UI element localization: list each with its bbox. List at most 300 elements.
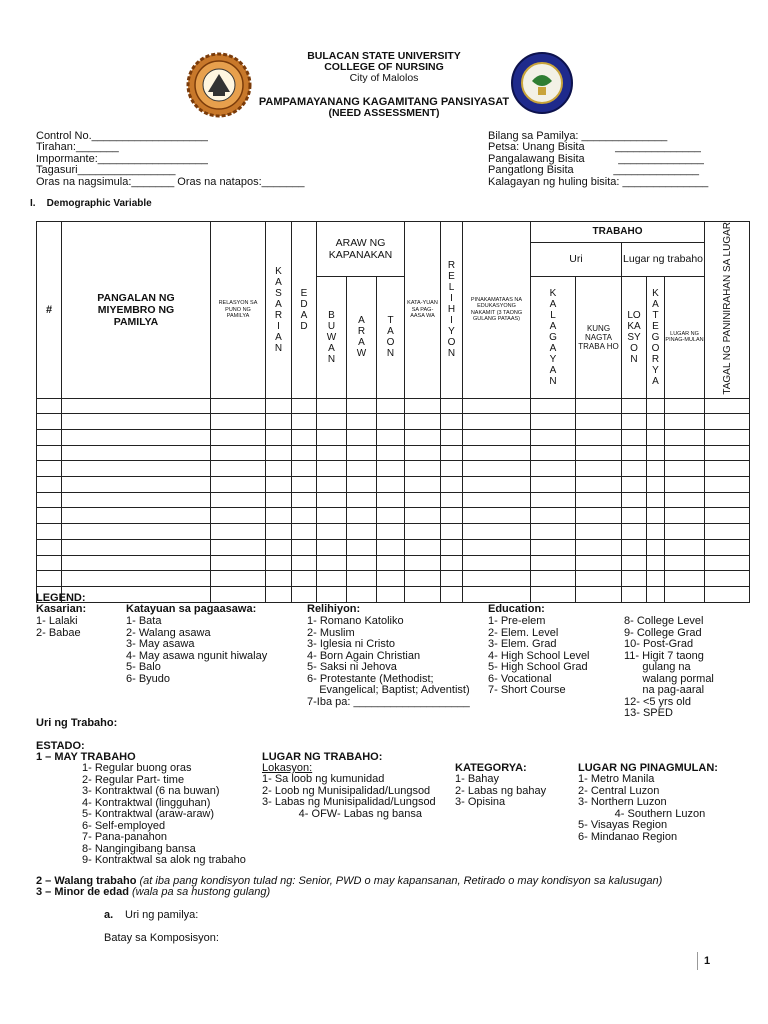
table-cell[interactable] — [647, 414, 665, 430]
col-edukasyon-header: PINAKAMATAAS NA EDUKASYONG NAKAMIT (3 TAONG GULANG PATAAS) — [463, 222, 531, 399]
kategorya-letter: O — [651, 342, 660, 354]
table-cell[interactable] — [665, 492, 705, 508]
table-cell[interactable] — [292, 539, 317, 555]
table-cell[interactable] — [62, 414, 211, 430]
table-cell[interactable] — [37, 461, 62, 477]
table-cell[interactable] — [37, 508, 62, 524]
araw-kapanakan-header: ARAW NG KAPANAKAN — [317, 222, 405, 277]
list-item: 4- OFW- Labas ng bansa — [262, 807, 422, 820]
oras-field[interactable]: Oras na nagsimula:_______ Oras na natapos:_______ — [36, 176, 305, 188]
table-cell[interactable] — [647, 555, 665, 571]
table-cell[interactable] — [405, 508, 441, 524]
table-cell[interactable] — [531, 524, 576, 540]
table-cell[interactable] — [705, 555, 750, 571]
kategorya-list — [455, 774, 546, 809]
table-cell[interactable] — [463, 492, 531, 508]
table-cell[interactable] — [405, 430, 441, 446]
table-cell[interactable] — [292, 445, 317, 461]
table-cell[interactable] — [705, 508, 750, 524]
table-cell[interactable] — [622, 461, 647, 477]
list-item: 4- High School Level — [488, 649, 590, 662]
table-cell[interactable] — [377, 398, 405, 414]
buwan-letter: W — [326, 331, 337, 343]
list-item: 2- Regular Part- time — [82, 773, 185, 786]
table-cell[interactable] — [211, 461, 266, 477]
table-cell[interactable] — [441, 398, 463, 414]
list-item: 1- Regular buong oras — [82, 762, 192, 774]
list-item: 13- SPED — [624, 707, 673, 719]
pangatlong-bisita-field[interactable]: Pangatlong Bisita ______________ — [488, 164, 699, 176]
table-cell[interactable] — [317, 445, 347, 461]
table-cell[interactable] — [292, 477, 317, 493]
table-cell[interactable] — [531, 492, 576, 508]
table-cell[interactable] — [377, 492, 405, 508]
table-cell[interactable] — [622, 571, 647, 587]
table-cell[interactable] — [622, 398, 647, 414]
table-cell[interactable] — [463, 477, 531, 493]
table-cell[interactable] — [347, 445, 377, 461]
taon-letter: O — [386, 337, 395, 349]
table-cell[interactable] — [531, 539, 576, 555]
table-cell[interactable] — [665, 398, 705, 414]
table-cell[interactable] — [317, 524, 347, 540]
table-cell[interactable] — [441, 524, 463, 540]
table-cell[interactable] — [576, 539, 622, 555]
table-cell[interactable] — [317, 492, 347, 508]
table-cell[interactable] — [266, 461, 292, 477]
table-cell[interactable] — [266, 430, 292, 446]
table-cell[interactable] — [531, 445, 576, 461]
table-cell[interactable] — [37, 430, 62, 446]
table-cell[interactable] — [405, 414, 441, 430]
table-cell[interactable] — [211, 571, 266, 587]
table-cell[interactable] — [665, 461, 705, 477]
table-cell[interactable] — [441, 539, 463, 555]
table-cell[interactable] — [317, 586, 347, 602]
table-cell[interactable] — [647, 430, 665, 446]
list-item: 4- Born Again Christian — [307, 649, 421, 662]
table-cell[interactable] — [377, 508, 405, 524]
lokasyon-letter: N — [630, 353, 638, 365]
table-cell[interactable] — [576, 492, 622, 508]
table-cell[interactable] — [576, 477, 622, 493]
col-relihiyon-header — [441, 222, 463, 399]
table-cell[interactable] — [347, 508, 377, 524]
table-cell[interactable] — [665, 508, 705, 524]
table-cell[interactable] — [211, 555, 266, 571]
table-cell[interactable] — [531, 571, 576, 587]
tirahan-field[interactable]: Tirahan:_______ — [36, 141, 119, 153]
kategorya-letter: A — [652, 298, 659, 310]
table-cell[interactable] — [622, 586, 647, 602]
table-cell[interactable] — [665, 445, 705, 461]
table-cell[interactable] — [37, 414, 62, 430]
table-cell[interactable] — [463, 524, 531, 540]
table-cell[interactable] — [647, 508, 665, 524]
table-cell[interactable] — [647, 586, 665, 602]
table-cell[interactable] — [377, 414, 405, 430]
buwan-letter: B — [328, 309, 335, 321]
table-cell[interactable] — [347, 398, 377, 414]
table-cell[interactable] — [622, 477, 647, 493]
table-cell[interactable] — [463, 461, 531, 477]
table-cell[interactable] — [317, 508, 347, 524]
table-cell[interactable] — [347, 477, 377, 493]
list-item: 5- Kontraktwal (araw-araw) — [82, 808, 215, 820]
page-divider — [697, 952, 698, 970]
minor-line — [36, 887, 270, 899]
table-cell[interactable] — [37, 555, 62, 571]
table-cell[interactable] — [647, 539, 665, 555]
bilang-pamilya-field[interactable]: Bilang sa Pamilya: ______________ — [488, 130, 668, 142]
list-item: 12- <5 yrs old — [624, 695, 691, 708]
table-cell[interactable] — [531, 477, 576, 493]
table-cell[interactable] — [405, 586, 441, 602]
table-cell[interactable] — [463, 430, 531, 446]
table-cell[interactable] — [576, 414, 622, 430]
table-cell[interactable] — [463, 539, 531, 555]
table-cell[interactable] — [622, 524, 647, 540]
table-cell[interactable] — [576, 461, 622, 477]
table-cell[interactable] — [377, 524, 405, 540]
table-cell[interactable] — [647, 398, 665, 414]
table-cell[interactable] — [441, 445, 463, 461]
table-cell[interactable] — [292, 398, 317, 414]
taon-letter: A — [387, 326, 394, 338]
lugar-trabaho-title: LUGAR NG TRABAHO: — [262, 751, 383, 763]
table-cell[interactable] — [292, 492, 317, 508]
list-item: 11- Higit 7 taong — [624, 649, 704, 662]
table-cell[interactable] — [576, 571, 622, 587]
kasarian-letter: I — [277, 320, 280, 332]
table-row — [37, 430, 750, 446]
table-cell[interactable] — [211, 445, 266, 461]
table-cell[interactable] — [211, 508, 266, 524]
table-cell[interactable] — [347, 555, 377, 571]
table-cell[interactable] — [62, 477, 211, 493]
list-item: 1- Bahay — [455, 773, 500, 785]
table-cell[interactable] — [705, 430, 750, 446]
table-cell[interactable] — [405, 492, 441, 508]
table-cell[interactable] — [292, 586, 317, 602]
table-cell[interactable] — [62, 555, 211, 571]
table-cell[interactable] — [62, 461, 211, 477]
table-cell[interactable] — [377, 571, 405, 587]
table-row — [37, 555, 750, 571]
table-cell[interactable] — [292, 508, 317, 524]
kalagayan-letter: A — [549, 342, 557, 354]
table-cell[interactable] — [622, 508, 647, 524]
table-cell[interactable] — [622, 492, 647, 508]
table-cell[interactable] — [317, 477, 347, 493]
table-cell[interactable] — [292, 414, 317, 430]
table-cell[interactable] — [347, 539, 377, 555]
table-cell[interactable] — [647, 571, 665, 587]
buwan-letter: A — [328, 342, 335, 354]
table-cell[interactable] — [463, 555, 531, 571]
table-cell[interactable] — [37, 445, 62, 461]
impormante-field[interactable]: Impormante:__________________ — [36, 153, 208, 165]
table-cell[interactable] — [441, 508, 463, 524]
table-cell[interactable] — [705, 571, 750, 587]
table-cell[interactable] — [665, 586, 705, 602]
tagasuri-field[interactable]: Tagasuri________________ — [36, 164, 176, 176]
pangalawang-bisita-field[interactable]: Pangalawang Bisita ______________ — [488, 153, 704, 165]
table-cell[interactable] — [377, 430, 405, 446]
table-cell[interactable] — [441, 477, 463, 493]
legend-education-title: Education: — [488, 603, 545, 615]
kasarian-letter: K — [275, 265, 282, 277]
table-cell[interactable] — [266, 571, 292, 587]
table-cell[interactable] — [37, 398, 62, 414]
table-cell[interactable] — [622, 555, 647, 571]
table-cell[interactable] — [317, 414, 347, 430]
list-item: walang pormal — [624, 672, 714, 685]
table-cell[interactable] — [665, 524, 705, 540]
table-cell[interactable] — [647, 524, 665, 540]
list-item: Evangelical; Baptist; Adventist) — [307, 684, 470, 696]
university-name: BULACAN STATE UNIVERSITY — [307, 50, 461, 62]
table-row — [37, 571, 750, 587]
list-item: 3- Kontraktwal (6 na buwan) — [82, 785, 220, 797]
table-cell[interactable] — [211, 539, 266, 555]
table-cell[interactable] — [622, 445, 647, 461]
table-cell[interactable] — [377, 539, 405, 555]
table-cell[interactable] — [62, 492, 211, 508]
table-cell[interactable] — [62, 430, 211, 446]
table-cell[interactable] — [441, 461, 463, 477]
table-cell[interactable] — [266, 492, 292, 508]
table-cell[interactable] — [37, 524, 62, 540]
table-cell[interactable] — [62, 508, 211, 524]
table-cell[interactable] — [377, 445, 405, 461]
table-cell[interactable] — [211, 414, 266, 430]
table-cell[interactable] — [211, 430, 266, 446]
table-cell[interactable] — [405, 555, 441, 571]
table-cell[interactable] — [705, 414, 750, 430]
list-item: 5- Balo — [126, 661, 161, 673]
table-cell[interactable] — [211, 398, 266, 414]
kalagayan-letter: K — [549, 287, 557, 299]
table-cell[interactable] — [317, 461, 347, 477]
table-cell[interactable] — [531, 414, 576, 430]
kasarian-letter: A — [275, 276, 282, 288]
table-cell[interactable] — [665, 571, 705, 587]
list-item: 5- Saksi ni Jehova — [307, 661, 397, 673]
table-cell[interactable] — [62, 398, 211, 414]
table-cell[interactable] — [576, 524, 622, 540]
lokasyon-label: Lokasyon: — [262, 762, 313, 774]
table-cell[interactable] — [317, 430, 347, 446]
table-row — [37, 445, 750, 461]
kalagayan-letter: A — [549, 298, 557, 310]
table-cell[interactable] — [317, 555, 347, 571]
list-item: 2- Babae — [36, 626, 81, 639]
table-cell[interactable] — [531, 461, 576, 477]
table-cell[interactable] — [211, 492, 266, 508]
table-cell[interactable] — [576, 586, 622, 602]
table-cell[interactable] — [665, 430, 705, 446]
table-cell[interactable] — [37, 477, 62, 493]
table-cell[interactable] — [622, 539, 647, 555]
col-name-header: PANGALAN NG MIYEMBRO NG PAMILYA — [62, 222, 211, 399]
table-cell[interactable] — [622, 430, 647, 446]
table-cell[interactable] — [441, 571, 463, 587]
table-cell[interactable] — [62, 524, 211, 540]
list-item: 7-Iba pa: ___________________ — [307, 695, 470, 708]
table-cell[interactable] — [62, 571, 211, 587]
list-item: 7- Pana-panahon — [82, 831, 168, 843]
table-cell[interactable] — [317, 398, 347, 414]
table-cell[interactable] — [405, 571, 441, 587]
uri-pamilya-letter: a. — [104, 909, 114, 921]
table-cell[interactable] — [622, 414, 647, 430]
may-trabaho-title: 1 – MAY TRABAHO — [36, 751, 136, 763]
table-cell[interactable] — [37, 539, 62, 555]
table-cell[interactable] — [405, 461, 441, 477]
table-cell[interactable] — [347, 492, 377, 508]
buwan-letter: N — [327, 353, 336, 365]
table-cell[interactable] — [292, 430, 317, 446]
table-cell[interactable] — [266, 477, 292, 493]
table-cell[interactable] — [405, 477, 441, 493]
table-cell[interactable] — [705, 461, 750, 477]
legend-education-list — [488, 616, 590, 697]
table-cell[interactable] — [292, 571, 317, 587]
table-cell[interactable] — [441, 414, 463, 430]
table-cell[interactable] — [665, 477, 705, 493]
table-cell[interactable] — [665, 539, 705, 555]
table-cell[interactable] — [347, 430, 377, 446]
table-cell[interactable] — [463, 571, 531, 587]
table-cell[interactable] — [463, 445, 531, 461]
table-cell[interactable] — [405, 398, 441, 414]
table-cell[interactable] — [463, 398, 531, 414]
table-cell[interactable] — [576, 430, 622, 446]
table-cell[interactable] — [292, 555, 317, 571]
table-cell[interactable] — [211, 524, 266, 540]
table-cell[interactable] — [62, 539, 211, 555]
kasarian-letter: A — [275, 298, 282, 310]
relihiyon-letter: R — [447, 260, 456, 272]
table-cell[interactable] — [576, 398, 622, 414]
table-cell[interactable] — [266, 398, 292, 414]
legend-relihiyon-title: Relihiyon: — [307, 603, 361, 615]
table-cell[interactable] — [377, 461, 405, 477]
kalagayan-bisita-field[interactable]: Kalagayan ng huling bisita: ______________ — [488, 176, 709, 188]
table-cell[interactable] — [441, 555, 463, 571]
table-cell[interactable] — [266, 586, 292, 602]
table-cell[interactable] — [37, 571, 62, 587]
table-cell[interactable] — [377, 477, 405, 493]
table-cell[interactable] — [665, 414, 705, 430]
kategorya-title: KATEGORYA: — [455, 762, 527, 774]
table-cell[interactable] — [647, 445, 665, 461]
table-cell[interactable] — [377, 586, 405, 602]
table-cell[interactable] — [441, 586, 463, 602]
col-buwan-header — [317, 276, 347, 398]
table-cell[interactable] — [705, 492, 750, 508]
list-item: 2- Walang asawa — [126, 626, 211, 639]
table-cell[interactable] — [347, 571, 377, 587]
table-cell[interactable] — [441, 492, 463, 508]
table-cell[interactable] — [647, 492, 665, 508]
list-item: 2- Central Luzon — [578, 784, 660, 797]
table-cell[interactable] — [441, 430, 463, 446]
table-cell[interactable] — [647, 477, 665, 493]
table-cell[interactable] — [292, 524, 317, 540]
table-cell[interactable] — [531, 555, 576, 571]
list-item: 2- Muslim — [307, 626, 355, 639]
table-cell[interactable] — [705, 398, 750, 414]
form-title: PAMPAMAYANANG KAGAMITANG PANSIYASAT — [258, 96, 510, 108]
table-cell[interactable] — [347, 461, 377, 477]
table-cell[interactable] — [463, 586, 531, 602]
table-cell[interactable] — [211, 586, 266, 602]
list-item: 7- Short Course — [488, 684, 566, 696]
list-item: 1- Pre-elem — [488, 615, 546, 627]
table-cell[interactable] — [405, 445, 441, 461]
table-cell[interactable] — [576, 555, 622, 571]
table-cell[interactable] — [705, 445, 750, 461]
table-cell[interactable] — [531, 430, 576, 446]
table-cell[interactable] — [347, 586, 377, 602]
kasarian-letter: S — [275, 287, 282, 299]
table-cell[interactable] — [705, 524, 750, 540]
col-kategorya-header — [647, 276, 665, 398]
table-cell[interactable] — [405, 524, 441, 540]
table-cell[interactable] — [37, 492, 62, 508]
table-cell[interactable] — [211, 477, 266, 493]
list-item: 10- Post-Grad — [624, 638, 694, 650]
table-cell[interactable] — [266, 414, 292, 430]
kategorya-letter: R — [651, 353, 660, 365]
table-cell[interactable] — [531, 586, 576, 602]
section-demographic: I. Demographic Variable — [30, 198, 152, 209]
table-cell[interactable] — [347, 524, 377, 540]
col-katayuan-header: KATA-YUAN SA PAG-AASA WA — [405, 222, 441, 399]
table-cell[interactable] — [62, 445, 211, 461]
table-cell[interactable] — [317, 539, 347, 555]
table-cell[interactable] — [705, 539, 750, 555]
table-cell[interactable] — [647, 461, 665, 477]
table-cell[interactable] — [531, 508, 576, 524]
table-cell[interactable] — [576, 508, 622, 524]
control-no-field[interactable]: Control No.___________________ — [36, 130, 208, 142]
table-cell[interactable] — [665, 555, 705, 571]
table-cell[interactable] — [463, 414, 531, 430]
table-cell[interactable] — [576, 445, 622, 461]
col-tagal-header: TAGAL NG PANINIRAHAN SA LUGAR — [705, 222, 750, 399]
table-cell[interactable] — [317, 571, 347, 587]
table-cell[interactable] — [463, 508, 531, 524]
table-cell[interactable] — [405, 539, 441, 555]
table-cell[interactable] — [266, 555, 292, 571]
table-cell[interactable] — [266, 445, 292, 461]
table-cell[interactable] — [266, 508, 292, 524]
list-item: 9- College Grad — [624, 626, 702, 639]
unang-bisita-field[interactable]: Petsa: Unang Bisita ______________ — [488, 141, 701, 153]
table-cell[interactable] — [266, 524, 292, 540]
edad-letter: A — [300, 309, 308, 321]
table-cell[interactable] — [347, 414, 377, 430]
table-cell[interactable] — [705, 586, 750, 602]
table-cell[interactable] — [705, 477, 750, 493]
table-cell[interactable] — [292, 461, 317, 477]
table-cell[interactable] — [531, 398, 576, 414]
table-cell[interactable] — [377, 555, 405, 571]
table-cell[interactable] — [266, 539, 292, 555]
